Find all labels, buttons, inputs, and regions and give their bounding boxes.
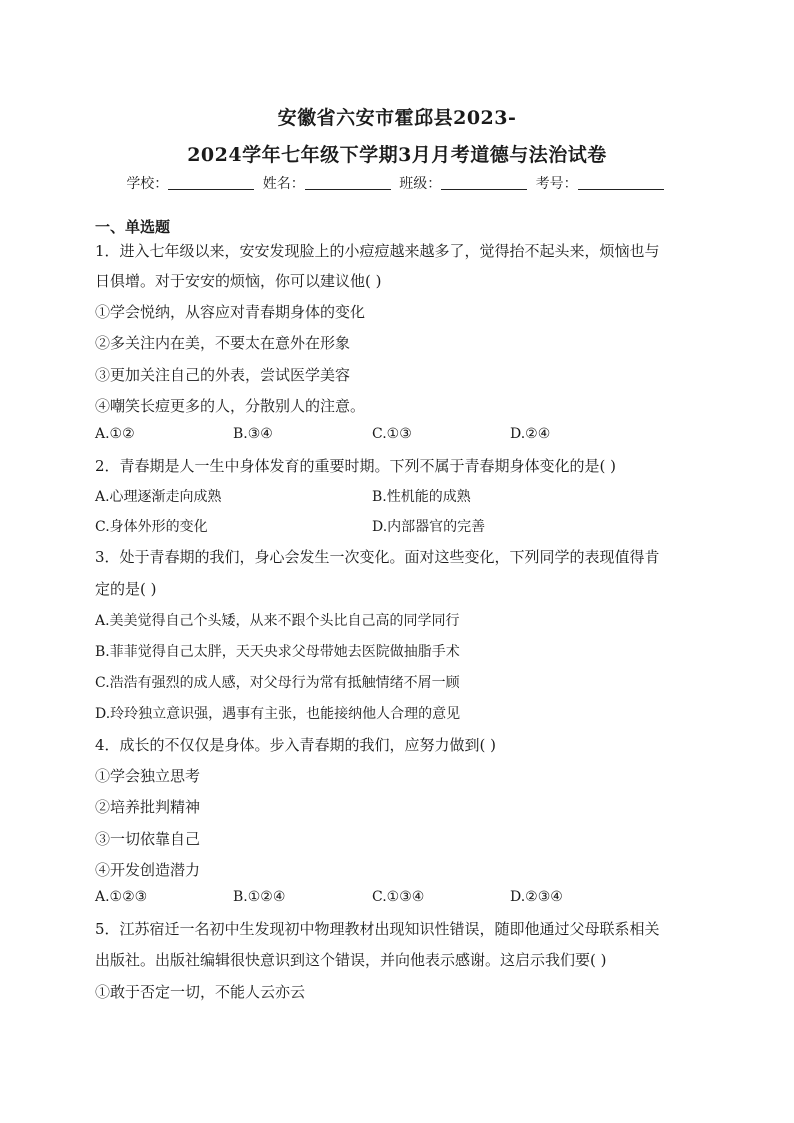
q3-stem-line-2: 定的是( ) <box>95 580 157 598</box>
school-label: 学校： <box>126 176 169 192</box>
q4-option-b[interactable]: B.①②④ <box>233 889 286 905</box>
q1-option-c[interactable]: C.①③ <box>372 426 412 442</box>
name-field[interactable] <box>305 175 391 190</box>
q1-item: ④嘲笑长痘更多的人，分散别人的注意。 <box>95 397 366 415</box>
q4-stem: 4．成长的不仅仅是身体。步入青春期的我们，应努力做到( ) <box>95 736 497 754</box>
q5-stem-line-2: 出版社。出版社编辑很快意识到这个错误，并向他表示感谢。这启示我们要( ) <box>95 951 607 969</box>
q4-item: ④开发创造潜力 <box>95 861 201 879</box>
q4-item: ③一切依靠自己 <box>95 830 201 848</box>
q3-stem-line-1: 3．处于青春期的我们，身心会发生一次变化。面对这些变化，下列同学的表现值得肯 <box>95 548 660 566</box>
exam-title-line-2: 2024学年七年级下学期3月月考道德与法治试卷 <box>187 144 607 166</box>
q2-stem: 2．青春期是人一生中身体发育的重要时期。下列不属于青春期身体变化的是( ) <box>95 457 617 475</box>
q2-option-c[interactable]: C.身体外形的变化 <box>95 519 208 535</box>
q1-option-b[interactable]: B.③④ <box>233 426 273 442</box>
q4-option-a[interactable]: A.①②③ <box>95 889 148 905</box>
q3-option-b[interactable]: B.菲菲觉得自己太胖，天天央求父母带她去医院做抽脂手术 <box>95 644 460 660</box>
school-field[interactable] <box>168 175 254 190</box>
name-label: 姓名： <box>262 176 305 192</box>
number-label: 考号： <box>535 176 578 192</box>
q3-option-c[interactable]: C.浩浩有强烈的成人感，对父母行为常有抵触情绪不屑一顾 <box>95 675 460 691</box>
student-info-row <box>0 173 794 193</box>
exam-title-line-1: 安徽省六安市霍邱县2023- <box>277 107 517 129</box>
q1-stem-line-2: 日俱增。对于安安的烦恼，你可以建议他( ) <box>95 272 382 290</box>
q2-option-d[interactable]: D.内部器官的完善 <box>372 519 486 535</box>
q1-item: ③更加关注自己的外表，尝试医学美容 <box>95 366 351 384</box>
q1-item: ①学会悦纳，从容应对青春期身体的变化 <box>95 303 366 321</box>
class-label: 班级： <box>399 176 442 192</box>
q1-option-d[interactable]: D.②④ <box>510 426 551 442</box>
q3-option-d[interactable]: D.玲玲独立意识强，遇事有主张，也能接纳他人合理的意见 <box>95 706 461 722</box>
class-field[interactable] <box>441 175 527 190</box>
q1-stem-line-1: 1．进入七年级以来，安安发现脸上的小痘痘越来越多了，觉得抬不起头来，烦恼也与 <box>95 242 660 260</box>
q1-item: ②多关注内在美，不要太在意外在形象 <box>95 334 351 352</box>
q4-item: ①学会独立思考 <box>95 767 201 785</box>
q5-item: ①敢于否定一切，不能人云亦云 <box>95 983 306 1001</box>
q2-option-b[interactable]: B.性机能的成熟 <box>372 489 471 505</box>
q5-stem-line-1: 5．江苏宿迁一名初中生发现初中物理教材出现知识性错误，随即他通过父母联系相关 <box>95 920 660 938</box>
q4-option-c[interactable]: C.①③④ <box>372 889 425 905</box>
q2-option-a[interactable]: A.心理逐渐走向成熟 <box>95 489 222 505</box>
q4-option-d[interactable]: D.②③④ <box>510 889 563 905</box>
section-heading: 一、单选题 <box>95 218 171 236</box>
q1-option-a[interactable]: A.①② <box>95 426 135 442</box>
number-field[interactable] <box>578 175 664 190</box>
q3-option-a[interactable]: A.美美觉得自己个头矮，从来不跟个头比自己高的同学同行 <box>95 613 460 629</box>
q4-item: ②培养批判精神 <box>95 798 201 816</box>
